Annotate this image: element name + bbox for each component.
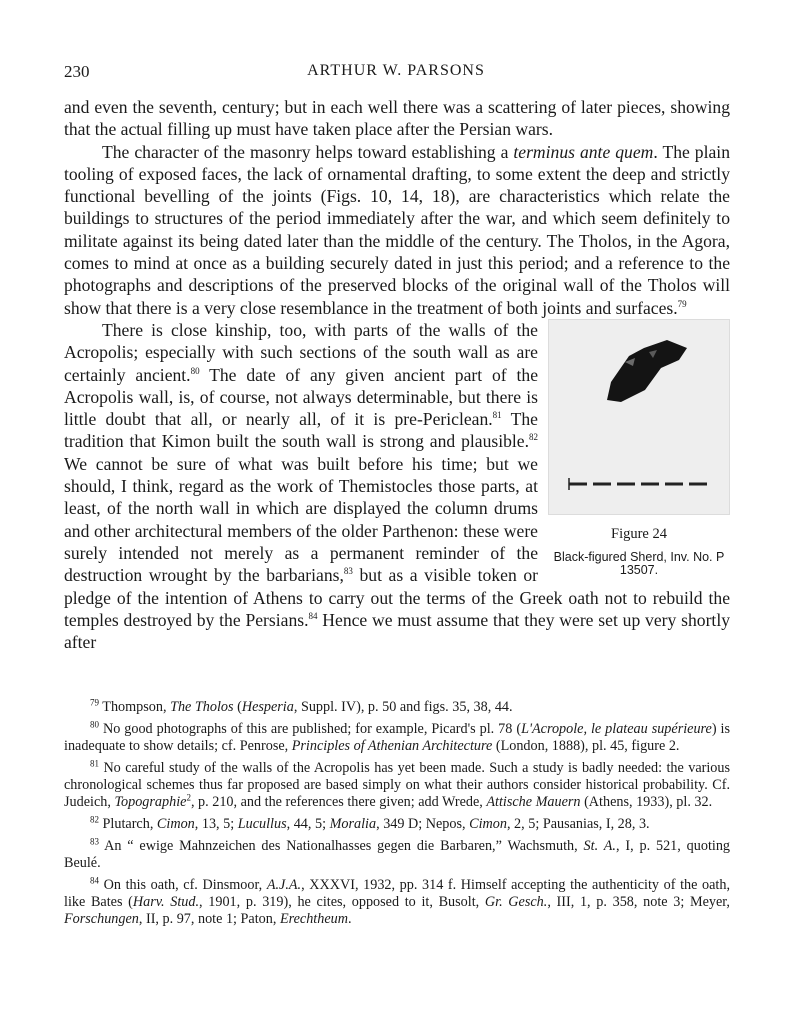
footnote-italic: Lucullus	[237, 816, 287, 832]
footnote-81	[64, 760, 730, 811]
footnote-text: (London, 1888), pl. 45, figure 2.	[492, 738, 680, 754]
footnote-text: , XXXVI, 1932, pp. 314 f. Himself accepting the authenticity of the oath, like Bates (	[64, 877, 730, 910]
footnote-italic: Cimon	[469, 816, 507, 832]
figure-24	[548, 319, 730, 585]
p2-term: terminus ante quem	[513, 141, 654, 162]
sherd-image	[549, 320, 729, 514]
footnote-ref-84: 84	[308, 610, 318, 621]
footnote-number: 83	[90, 836, 99, 847]
footnote-79	[64, 699, 730, 716]
footnote-italic: L'Acropole, le plateau supérieure	[521, 721, 712, 737]
footnote-82	[64, 816, 730, 833]
footnote-italic: Erechtheum	[279, 911, 348, 927]
footnote-text: , 2, 5; Pausanias, I, 28, 3.	[506, 816, 650, 832]
p2-text-a: The character of the masonry helps toward establishing a	[102, 141, 514, 162]
footnote-number: 84	[90, 875, 99, 886]
figure-description: Black-figured Sherd, Inv. No. P 13507.	[553, 550, 725, 578]
footnote-text: , 44, 5;	[286, 816, 330, 832]
footnote-83	[64, 838, 730, 872]
p3-text-e: but as a visible token or pledge of the intention of Athens to carry out the terms of the Greek oath not to rebuild the temples destroyed by the Persians.	[64, 565, 730, 630]
p3-text-b: The date of any given ancient part of the Acropolis wall, is, of course, not always determinable, but there is little doubt that all, or nearly all, of it is pre-Periclean.	[64, 364, 538, 430]
footnote-number: 81	[90, 758, 99, 769]
footnote-ref-79: 79	[677, 298, 687, 309]
paragraph-1	[64, 96, 730, 141]
footnote-text: , II, p. 97, note 1; Paton,	[138, 911, 280, 927]
footnote-text: No good photographs of this are published; for example, Picard's pl. 78 (	[99, 721, 522, 737]
footnote-text: No careful study of the walls of the Acropolis has yet been made. Such a study is badly needed: the various chronological schemes thus far proposed are based simply on what their authors consider historical probability. Cf. Judeich,	[64, 760, 730, 810]
footnote-number: 80	[90, 719, 99, 730]
footnote-italic: Cimon	[156, 816, 195, 832]
footnote-text: , Suppl. IV), p. 50 and figs. 35, 38, 44.	[293, 699, 513, 715]
footnote-italic: Principles of Athenian Architecture	[291, 738, 493, 754]
running-title: ARTHUR W. PARSONS	[307, 62, 485, 79]
footnotes	[64, 699, 730, 933]
footnote-84	[64, 877, 730, 928]
page-number: 230	[64, 62, 90, 81]
footnote-italic: Moralia	[329, 816, 377, 832]
footnote-number: 82	[90, 814, 99, 825]
paragraph-2	[64, 141, 730, 319]
footnote-italic: Topographie	[114, 794, 187, 810]
figure-caption: Figure 24	[611, 525, 667, 542]
footnote-text: , 13, 5;	[194, 816, 238, 832]
footnote-italic: The Tholos	[170, 699, 234, 715]
footnote-80	[64, 721, 730, 755]
footnote-italic: Hesperia	[241, 699, 294, 715]
footnote-italic: St. A.	[583, 838, 616, 854]
footnote-text: (	[233, 699, 242, 715]
main-text	[64, 96, 730, 653]
p3-text-c: The tradition that Kimon built the south wall is strong and plausible.	[64, 409, 538, 452]
footnote-ref-82: 82	[529, 432, 538, 443]
footnote-text: , I, p. 521, quoting Beulé.	[64, 838, 731, 871]
p3-text-d: We cannot be sure of what was built before his time; but we should, I think, regard as the work of Themistocles those parts, at least, of the north wall in which are displayed the column drums and other architectural members of the older Parthenon: these were surely intended not merely as a permanent reminder of the destruction wrought by the barbarians,	[64, 453, 538, 586]
footnote-text: , 1901, p. 319), he cites, opposed to it, Busolt,	[199, 894, 485, 910]
footnote-italic: Harv. Stud.	[132, 894, 200, 910]
footnote-text: Thompson,	[99, 699, 171, 715]
footnote-ref-81: 81	[492, 410, 502, 421]
footnote-ref-83: 83	[343, 566, 353, 577]
footnote-italic: Forschungen	[64, 911, 139, 927]
page-header	[0, 62, 792, 86]
footnote-text: On this oath, cf. Dinsmoor,	[99, 877, 267, 893]
footnote-text: Plutarch,	[99, 816, 157, 832]
p2-text-b: . The plain tooling of exposed faces, the lack of ornamental drafting, to some extent the deep and strictly functional bevelling of the joints (Figs. 10, 14, 18), are characteristics which relate the buildings to structures of the period immediately after the war, and which seem definitely to militate against its being dated later than the middle of the century. The Tholos, in the Agora, comes to mind at once as a building securely dated in just this period; and a reference to the photographs and descriptions of the preserved blocks of the original wall of the Tholos will show that there is a very close resemblance in the treatment of both joints and surfaces.	[64, 141, 730, 318]
footnote-text: (Athens, 1933), pl. 32.	[580, 794, 713, 810]
footnote-italic: A.J.A.	[266, 877, 302, 893]
footnote-text: ) is inadequate to show details; cf. Penrose,	[64, 721, 730, 754]
footnote-text: , 349 D; Nepos,	[376, 816, 470, 832]
footnote-italic: Attische Mauern	[486, 794, 581, 810]
p3-text-a: There is close kinship, too, with parts of the walls of the Acropolis; especially with such sections of the south wall as are certainly ancient.	[64, 319, 538, 385]
footnote-number: 79	[90, 697, 99, 708]
paragraph-1-text: and even the seventh, century; but in each well there was a scattering of later pieces, showing that the actual filling up must have taken place after the Persian wars.	[64, 97, 730, 140]
footnote-text: , p. 210, and the references there given; add Wrede,	[190, 794, 487, 810]
sherd-photo	[548, 319, 730, 515]
footnote-text: .	[347, 911, 352, 927]
footnote-text: , III, 1, p. 358, note 3; Meyer,	[547, 894, 730, 910]
edition-superscript: 2	[186, 792, 191, 803]
footnote-text: An “ ewige Mahnzeichen des Nationalhasses gegen die Barbaren,” Wachsmuth,	[99, 838, 584, 854]
sherd-fragment	[607, 340, 687, 402]
footnote-italic: Gr. Gesch.	[484, 894, 548, 910]
p3-text-f: Hence we must assume that they were set up very shortly after	[64, 609, 731, 653]
footnote-ref-80: 80	[190, 365, 200, 376]
